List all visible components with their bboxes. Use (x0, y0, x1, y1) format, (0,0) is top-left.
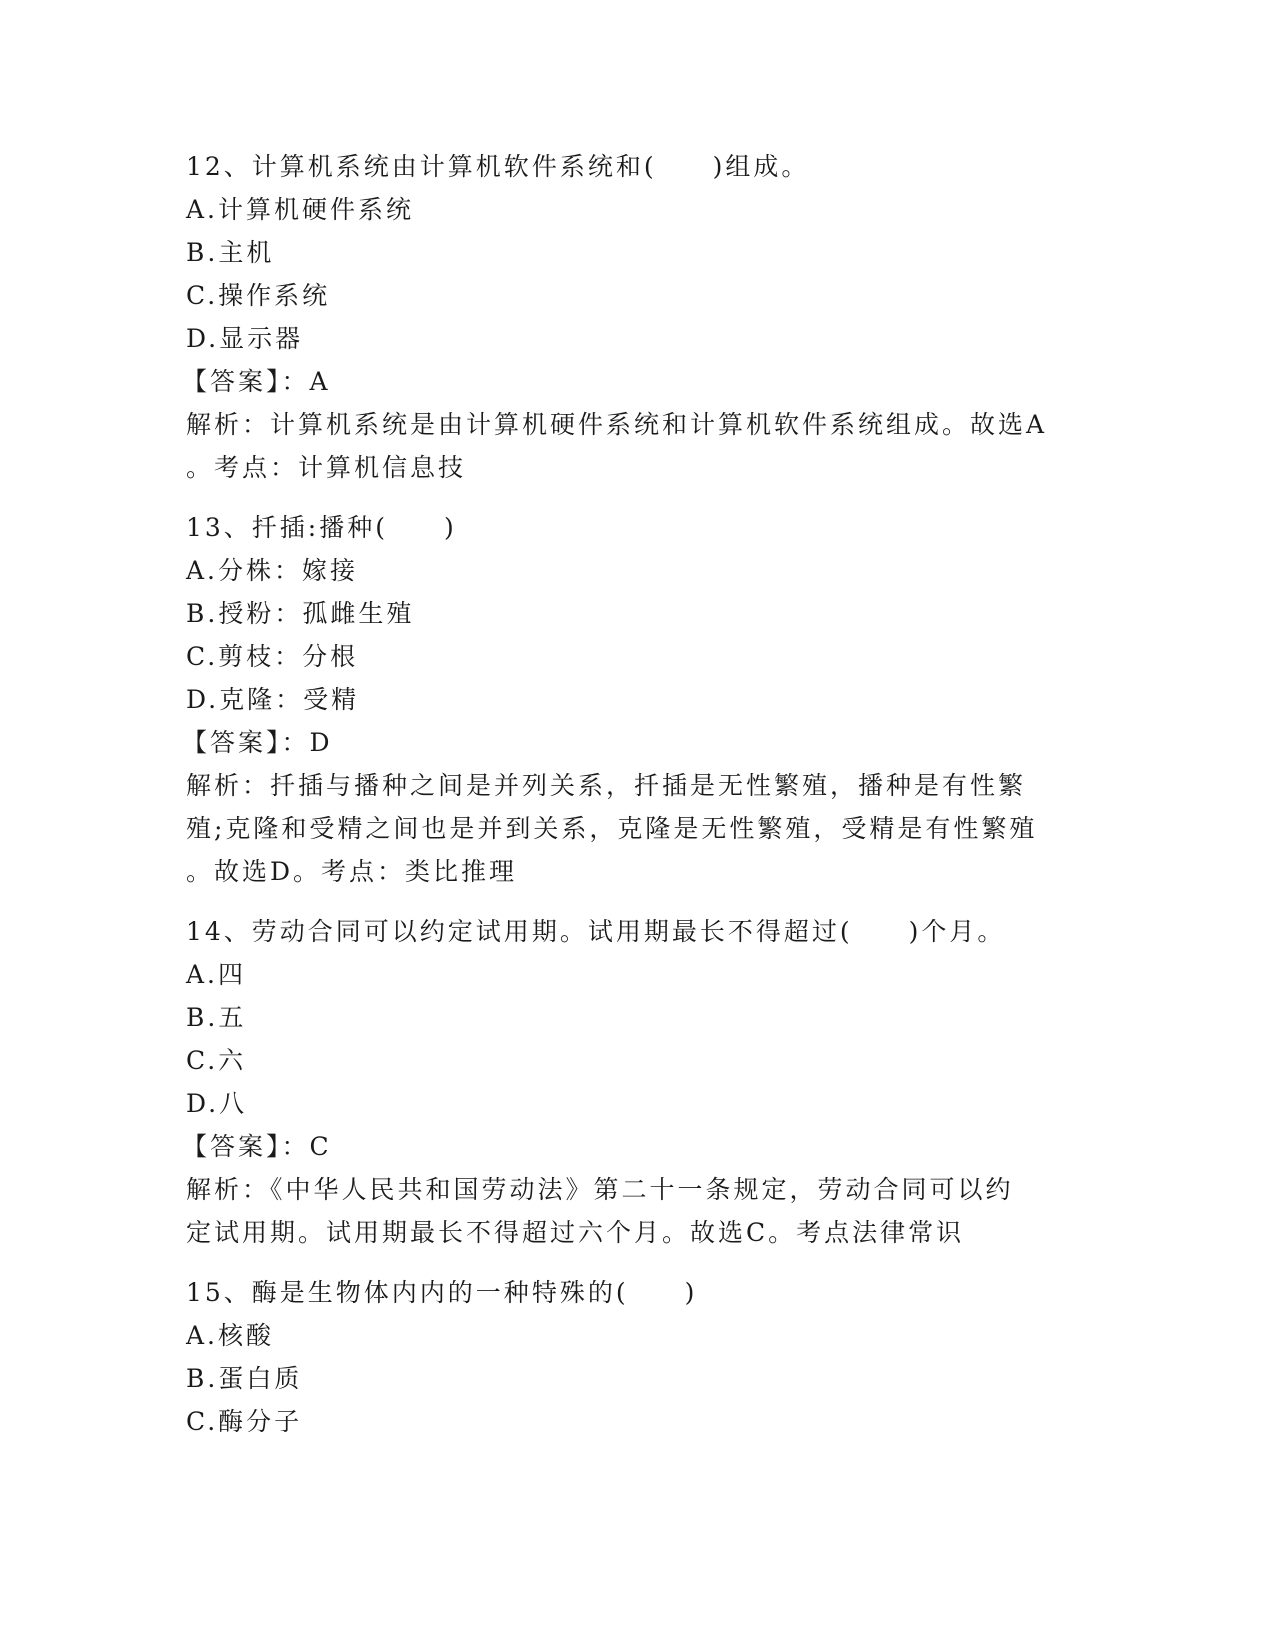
answer: 【答案】：A (182, 367, 331, 396)
option-c: C.六 (186, 1046, 247, 1075)
analysis-line: 殖;克隆和受精之间也是并到关系，克隆是无性繁殖，受精是有性繁殖 (186, 814, 1038, 843)
option-a: A.核酸 (186, 1321, 275, 1350)
analysis-line: 解析：计算机系统是由计算机硬件系统和计算机软件系统组成。故选A (186, 410, 1048, 439)
option-c: C.操作系统 (186, 281, 331, 310)
document-page (182, 145, 1086, 1443)
option-d: D.显示器 (186, 324, 304, 353)
option-b: B.五 (186, 1003, 247, 1032)
question-stem: 12、计算机系统由计算机软件系统和( )组成。 (186, 152, 810, 181)
option-b: B.授粉：孤雌生殖 (186, 599, 415, 628)
question-12 (182, 145, 1086, 489)
option-a: A.计算机硬件系统 (186, 195, 415, 224)
analysis-line: 解析：扦插与播种之间是并列关系，扦插是无性繁殖，播种是有性繁 (186, 771, 1027, 800)
option-a: A.四 (186, 960, 247, 989)
analysis-line: 定试用期。试用期最长不得超过六个月。故选C。考点法律常识 (186, 1218, 965, 1247)
option-a: A.分株：嫁接 (186, 556, 359, 585)
question-13 (182, 506, 1086, 893)
analysis-line: 。故选D。考点：类比推理 (186, 857, 518, 886)
option-c: C.剪枝：分根 (186, 642, 359, 671)
option-d: D.八 (186, 1089, 248, 1118)
option-d: D.克隆：受精 (186, 685, 360, 714)
question-stem: 15、酶是生物体内内的一种特殊的( ) (186, 1278, 698, 1307)
option-c: C.酶分子 (186, 1407, 303, 1436)
question-stem: 14、劳动合同可以约定试用期。试用期最长不得超过( )个月。 (186, 917, 1006, 946)
question-15 (186, 1271, 1086, 1443)
question-stem: 13、扦插:播种( ) (186, 513, 457, 542)
analysis-line: 。考点：计算机信息技 (186, 453, 467, 482)
option-b: B.蛋白质 (186, 1364, 303, 1393)
answer: 【答案】：C (182, 1132, 332, 1161)
answer: 【答案】：D (182, 728, 333, 757)
analysis-line: 解析：《中华人民共和国劳动法》第二十一条规定，劳动合同可以约 (186, 1175, 1014, 1204)
option-b: B.主机 (186, 238, 275, 267)
question-14 (182, 910, 1086, 1254)
